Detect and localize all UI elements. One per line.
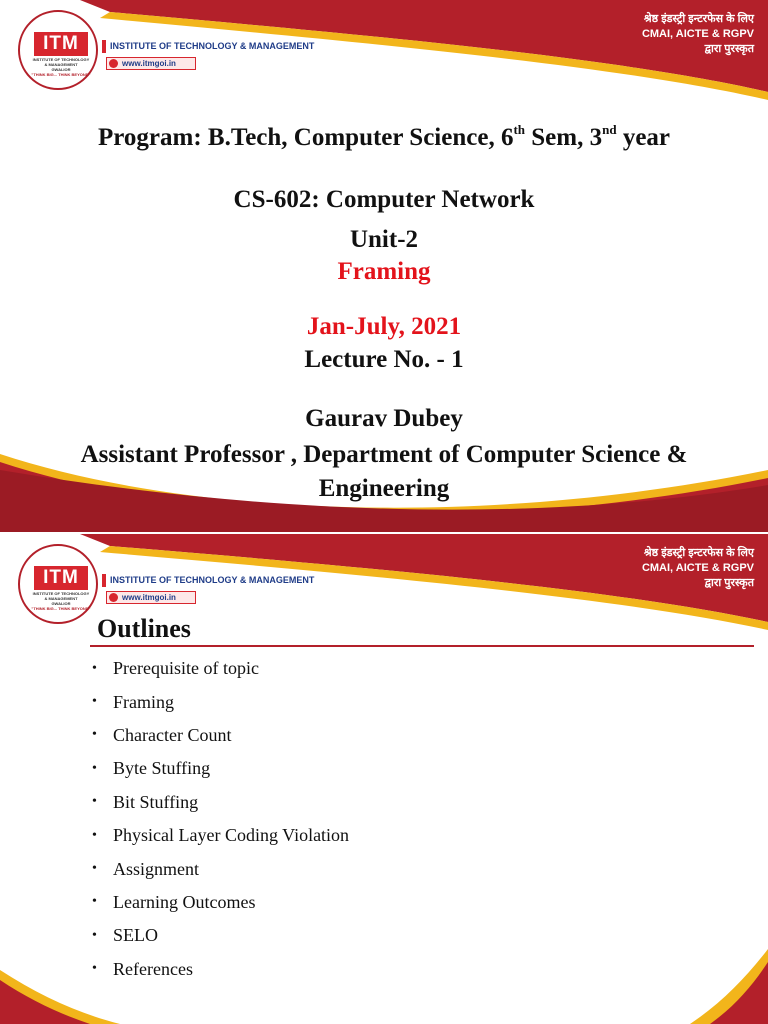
session-label: Jan-July, 2021 — [306, 313, 462, 340]
unit-label: Unit-2 — [349, 226, 419, 253]
heading-divider — [90, 645, 754, 647]
website-url: www.itmgoi.in — [122, 59, 176, 68]
outline-item-label: Byte Stuffing — [113, 758, 211, 779]
institute-name: INSTITUTE OF TECHNOLOGY & MANAGEMENT — [102, 574, 306, 587]
outline-item — [92, 953, 349, 986]
logo-subline: & MANAGEMENT — [44, 596, 78, 601]
outline-item-label: Assignment — [113, 858, 200, 879]
ordinal-suffix: nd — [602, 122, 617, 137]
bullet-icon: • — [92, 694, 97, 710]
faculty-name: Gaurav Dubey — [305, 405, 463, 432]
badge-line: CMAI, AICTE & RGPV — [641, 28, 754, 40]
logo-seal — [18, 544, 98, 624]
outline-item — [92, 719, 349, 752]
outline-heading: Outlines — [97, 614, 191, 643]
logo-subline: INSTITUTE OF TECHNOLOGY — [32, 57, 90, 62]
logo-subtext — [30, 57, 92, 72]
logo-tagline: "THINK BIG... THINK BEYOND" — [31, 606, 91, 611]
program-text: Program: B.Tech, Computer Science, 6 — [97, 124, 514, 151]
logo-mark: ITM — [34, 32, 88, 56]
outline-item — [92, 752, 349, 785]
program-text: year — [616, 124, 671, 151]
logo-subline: GWALIOR — [51, 601, 71, 606]
badge-line: द्वारा पुरस्कृत — [704, 43, 754, 55]
badge-line: श्रेष्ठ इंडस्ट्री इन्टरफेस के लिए — [643, 13, 754, 25]
bullet-icon: • — [92, 961, 97, 977]
bullet-icon: • — [92, 727, 97, 743]
course-title: CS-602: Computer Network — [233, 186, 535, 213]
website-link[interactable] — [106, 57, 196, 70]
award-badge — [574, 546, 754, 591]
globe-icon — [109, 59, 118, 68]
logo-subline: INSTITUTE OF TECHNOLOGY — [32, 591, 90, 596]
globe-icon — [109, 593, 118, 602]
outline-list — [92, 652, 349, 986]
bullet-icon: • — [92, 927, 97, 943]
bullet-icon: • — [92, 861, 97, 877]
program-text: Sem, 3 — [525, 124, 603, 151]
outline-item-label: Character Count — [113, 724, 232, 745]
institute-logo — [18, 10, 315, 92]
outline-item — [92, 919, 349, 952]
institute-name: INSTITUTE OF TECHNOLOGY & MANAGEMENT — [102, 40, 306, 53]
outline-item — [92, 819, 349, 852]
logo-subline: & MANAGEMENT — [44, 62, 78, 67]
program-line — [0, 122, 768, 152]
outline-item-label: Learning Outcomes — [113, 891, 256, 912]
outline-item — [92, 685, 349, 718]
bullet-icon: • — [92, 760, 97, 776]
outline-item-label: Framing — [113, 691, 174, 712]
website-url: www.itmgoi.in — [122, 593, 176, 602]
logo-mark: ITM — [34, 566, 88, 590]
faculty-designation: Assistant Professor , Department of Computer Science & Engineering — [80, 441, 688, 502]
badge-line: CMAI, AICTE & RGPV — [641, 562, 754, 574]
badge-line: श्रेष्ठ इंडस्ट्री इन्टरफेस के लिए — [643, 547, 754, 559]
outline-item-label: References — [113, 958, 193, 979]
outline-slide — [0, 534, 768, 1024]
outline-item — [92, 852, 349, 885]
bullet-icon: • — [92, 827, 97, 843]
logo-subline: GWALIOR — [51, 67, 71, 72]
outline-item — [92, 886, 349, 919]
outline-item-label: Prerequisite of topic — [113, 658, 259, 679]
topic-title: Framing — [337, 258, 431, 285]
badge-line: द्वारा पुरस्कृत — [704, 577, 754, 589]
outline-item — [92, 786, 349, 819]
outline-item — [92, 652, 349, 685]
bullet-icon: • — [92, 894, 97, 910]
logo-tagline: "THINK BIG... THINK BEYOND" — [31, 72, 91, 77]
logo-seal — [18, 10, 98, 90]
outline-item-label: Physical Layer Coding Violation — [113, 825, 350, 846]
award-badge — [574, 12, 754, 57]
outline-item-label: Bit Stuffing — [113, 791, 199, 812]
ordinal-suffix: th — [513, 122, 526, 137]
website-link[interactable] — [106, 591, 196, 604]
lecture-number: Lecture No. - 1 — [304, 346, 464, 373]
bullet-icon: • — [92, 660, 97, 676]
logo-subtext — [30, 591, 92, 606]
outline-item-label: SELO — [113, 925, 158, 946]
bullet-icon: • — [92, 794, 97, 810]
